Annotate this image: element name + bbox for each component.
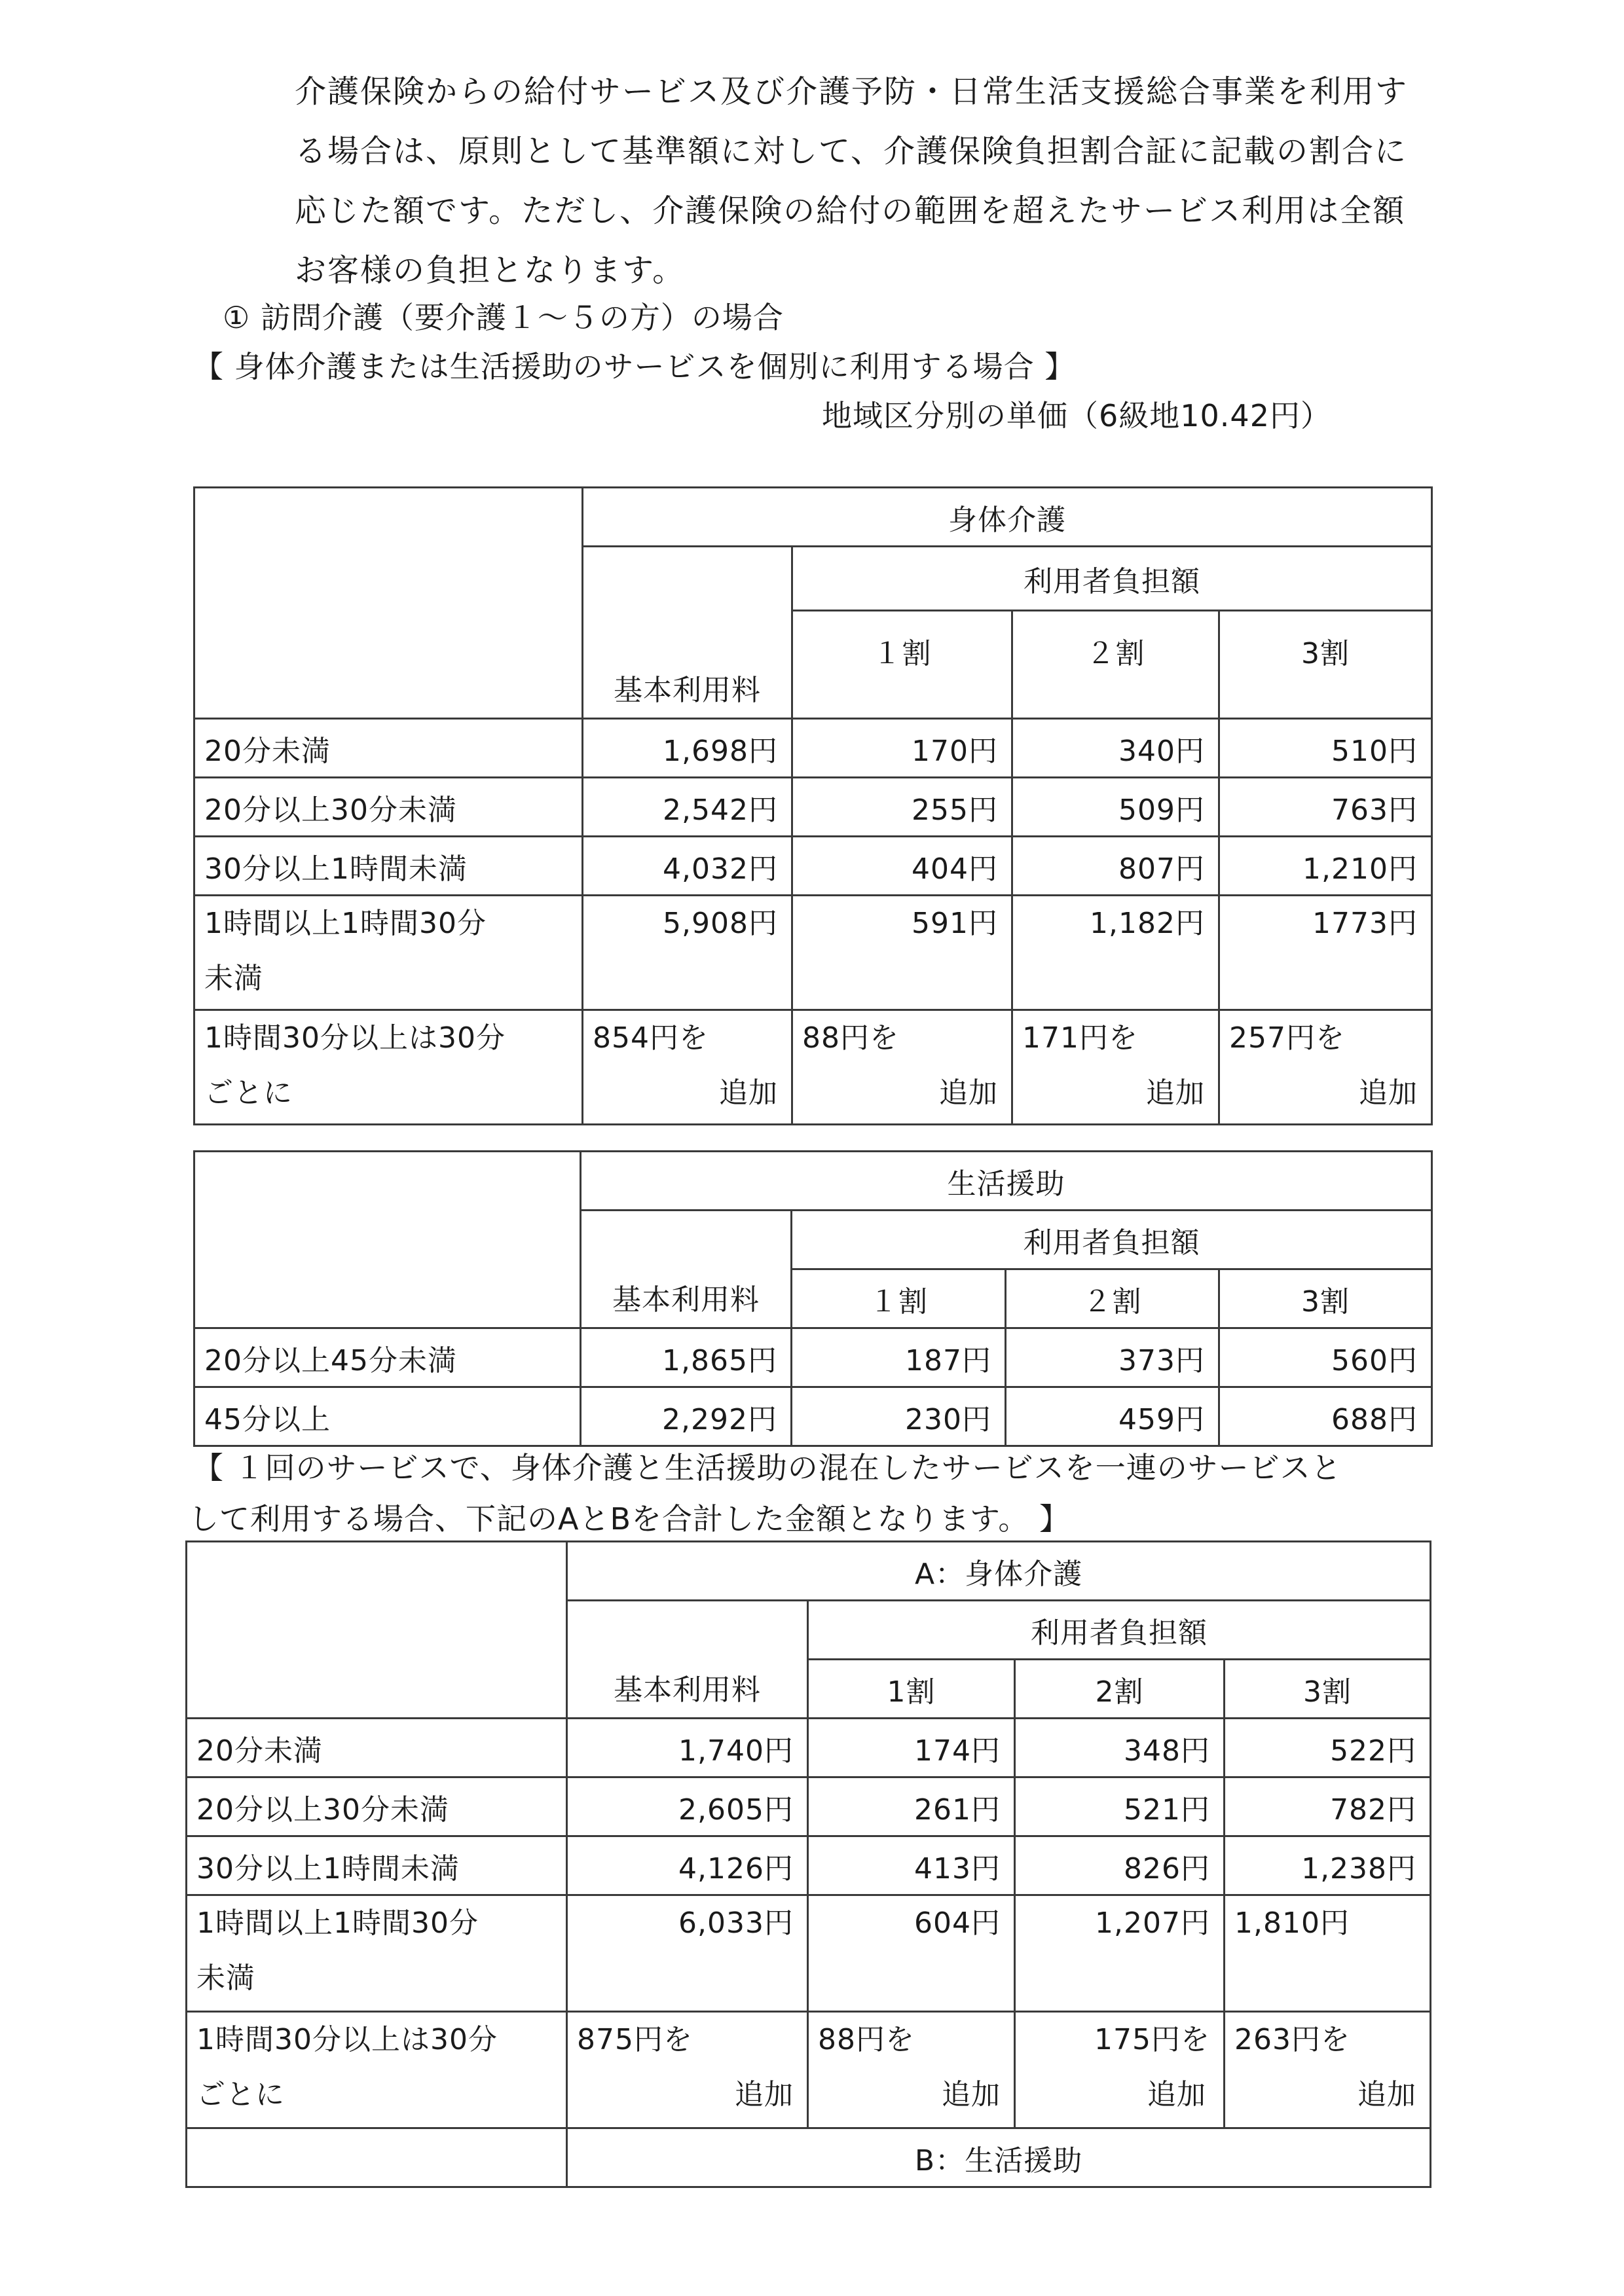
- ratio-1-cell: 255円: [792, 778, 1012, 837]
- mixed-service-note-line2: して利用する場合、下記のAとBを合計した金額となります。 】: [189, 1501, 1070, 1537]
- row-label: 1時間以上1時間30分 未満: [194, 896, 583, 1010]
- ratio-header-1: 1割: [808, 1660, 1015, 1719]
- unit-price-note: 地域区分別の単価（6級地10.42円）: [822, 398, 1331, 433]
- base-fee-cell: 2,292円: [581, 1387, 792, 1446]
- ratio-1-cell: 88円を 追加: [808, 2012, 1015, 2128]
- user-burden-header: 利用者負担額: [792, 547, 1432, 611]
- base-fee-cell: 6,033円: [567, 1895, 808, 2012]
- row-label: 30分以上1時間未満: [187, 1836, 567, 1895]
- ratio-header-3: 3割: [1225, 1660, 1431, 1719]
- row-label: 30分以上1時間未満: [194, 837, 583, 896]
- ratio-header-2: ２割: [1012, 611, 1219, 719]
- ratio-2-cell: 1,182円: [1012, 896, 1219, 1010]
- header-blank-cell: [194, 1152, 581, 1328]
- service-header: A：身体介護: [567, 1542, 1431, 1601]
- table-row: [194, 1010, 1432, 1125]
- base-fee-cell: 4,032円: [583, 837, 792, 896]
- ratio-1-cell: 404円: [792, 837, 1012, 896]
- ratio-1-cell: 604円: [808, 1895, 1015, 2012]
- base-fee-header: 基本利用料: [583, 547, 792, 719]
- ratio-header-2: 2割: [1015, 1660, 1225, 1719]
- mixed-service-note-line1: 【 １回のサービスで、身体介護と生活援助の混在したサービスを一連のサービスと: [193, 1450, 1342, 1485]
- base-fee-cell: 4,126円: [567, 1836, 808, 1895]
- ratio-1-cell: 187円: [792, 1328, 1006, 1387]
- ratio-3-cell: 1,238円: [1225, 1836, 1431, 1895]
- row-label: 20分以上30分未満: [187, 1777, 567, 1836]
- ratio-header-1: １割: [792, 1269, 1006, 1328]
- base-fee-cell: 1,865円: [581, 1328, 792, 1387]
- ratio-1-cell: 261円: [808, 1777, 1015, 1836]
- ratio-3-cell: 763円: [1219, 778, 1432, 837]
- ratio-3-cell: 560円: [1219, 1328, 1432, 1387]
- table-row: [194, 1387, 1432, 1446]
- base-fee-header: 基本利用料: [581, 1211, 792, 1328]
- table-row: [194, 719, 1432, 778]
- table-row: [187, 1719, 1431, 1777]
- ratio-header-3: 3割: [1219, 1269, 1432, 1328]
- ratio-3-cell: 1773円: [1219, 896, 1432, 1010]
- row-label: 20分未満: [194, 719, 583, 778]
- ratio-header-3: 3割: [1219, 611, 1432, 719]
- service-header: 身体介護: [583, 488, 1432, 547]
- service-header-b: B：生活援助: [567, 2128, 1431, 2187]
- subsection-title: 【 身体介護または生活援助のサービスを個別に利用する場合 】: [193, 349, 1076, 384]
- row-label: 45分以上: [194, 1387, 581, 1446]
- ratio-1-cell: 174円: [808, 1719, 1015, 1777]
- ratio-3-cell: 688円: [1219, 1387, 1432, 1446]
- base-fee-header: 基本利用料: [567, 1601, 808, 1719]
- base-fee-cell: 5,908円: [583, 896, 792, 1010]
- intro-paragraph: [295, 62, 1447, 301]
- base-fee-cell: 2,542円: [583, 778, 792, 837]
- row-label: 1時間30分以上は30分 ごとに: [187, 2012, 567, 2128]
- ratio-header-1: １割: [792, 611, 1012, 719]
- header-blank-cell: [187, 1542, 567, 1719]
- row-label: 20分以上30分未満: [194, 778, 583, 837]
- ratio-3-cell: 782円: [1225, 1777, 1431, 1836]
- row-label: 20分未満: [187, 1719, 567, 1777]
- ratio-2-cell: 521円: [1015, 1777, 1225, 1836]
- ratio-1-cell: 170円: [792, 719, 1012, 778]
- ratio-2-cell: 826円: [1015, 1836, 1225, 1895]
- table-row: [194, 778, 1432, 837]
- row-label: 1時間30分以上は30分 ごとに: [194, 1010, 583, 1125]
- table-row: [187, 1836, 1431, 1895]
- intro-line: 応じた額です。ただし、介護保険の給付の範囲を超えたサービス利用は全額: [295, 192, 1406, 229]
- ratio-1-cell: 88円を 追加: [792, 1010, 1012, 1125]
- ratio-2-cell: 373円: [1006, 1328, 1219, 1387]
- ratio-3-cell: 263円を 追加: [1225, 2012, 1431, 2128]
- table-row: [187, 1777, 1431, 1836]
- section-title: ① 訪問介護（要介護１～５の方）の場合: [223, 300, 784, 335]
- user-burden-header: 利用者負担額: [792, 1211, 1432, 1269]
- table-row: [194, 1328, 1432, 1387]
- intro-line: る場合は、原則として基準額に対して、介護保険負担割合証に記載の割合に: [295, 133, 1408, 170]
- ratio-2-cell: 175円を 追加: [1015, 2012, 1225, 2128]
- daily-life-support-table: [193, 1150, 1433, 1447]
- base-fee-cell: 854円を 追加: [583, 1010, 792, 1125]
- base-fee-cell: 1,698円: [583, 719, 792, 778]
- ratio-3-cell: 510円: [1219, 719, 1432, 778]
- physical-care-table: [193, 486, 1433, 1125]
- ratio-2-cell: 171円を 追加: [1012, 1010, 1219, 1125]
- table-row: [187, 1895, 1431, 2012]
- table-row: [187, 2012, 1431, 2128]
- blank-cell: [187, 2128, 567, 2187]
- table-row: [194, 837, 1432, 896]
- row-label: 1時間以上1時間30分 未満: [187, 1895, 567, 2012]
- intro-line: お客様の負担となります。: [295, 252, 686, 289]
- base-fee-cell: 1,740円: [567, 1719, 808, 1777]
- ratio-2-cell: 348円: [1015, 1719, 1225, 1777]
- intro-line: 介護保険からの給付サービス及び介護予防・日常生活支援総合事業を利用す: [295, 73, 1409, 110]
- base-fee-cell: 875円を 追加: [567, 2012, 808, 2128]
- ratio-1-cell: 230円: [792, 1387, 1006, 1446]
- ratio-1-cell: 413円: [808, 1836, 1015, 1895]
- row-label: 20分以上45分未満: [194, 1328, 581, 1387]
- ratio-3-cell: 1,210円: [1219, 837, 1432, 896]
- ratio-2-cell: 807円: [1012, 837, 1219, 896]
- ratio-1-cell: 591円: [792, 896, 1012, 1010]
- service-header: 生活援助: [581, 1152, 1432, 1211]
- user-burden-header: 利用者負担額: [808, 1601, 1431, 1660]
- table-row: [194, 896, 1432, 1010]
- header-blank-cell: [194, 488, 583, 719]
- mixed-service-table: [185, 1540, 1431, 2188]
- ratio-2-cell: 459円: [1006, 1387, 1219, 1446]
- ratio-3-cell: 257円を 追加: [1219, 1010, 1432, 1125]
- ratio-2-cell: 340円: [1012, 719, 1219, 778]
- ratio-2-cell: 1,207円: [1015, 1895, 1225, 2012]
- ratio-2-cell: 509円: [1012, 778, 1219, 837]
- base-fee-cell: 2,605円: [567, 1777, 808, 1836]
- ratio-3-cell: 522円: [1225, 1719, 1431, 1777]
- ratio-header-2: ２割: [1006, 1269, 1219, 1328]
- ratio-3-cell: 1,810円: [1225, 1895, 1431, 2012]
